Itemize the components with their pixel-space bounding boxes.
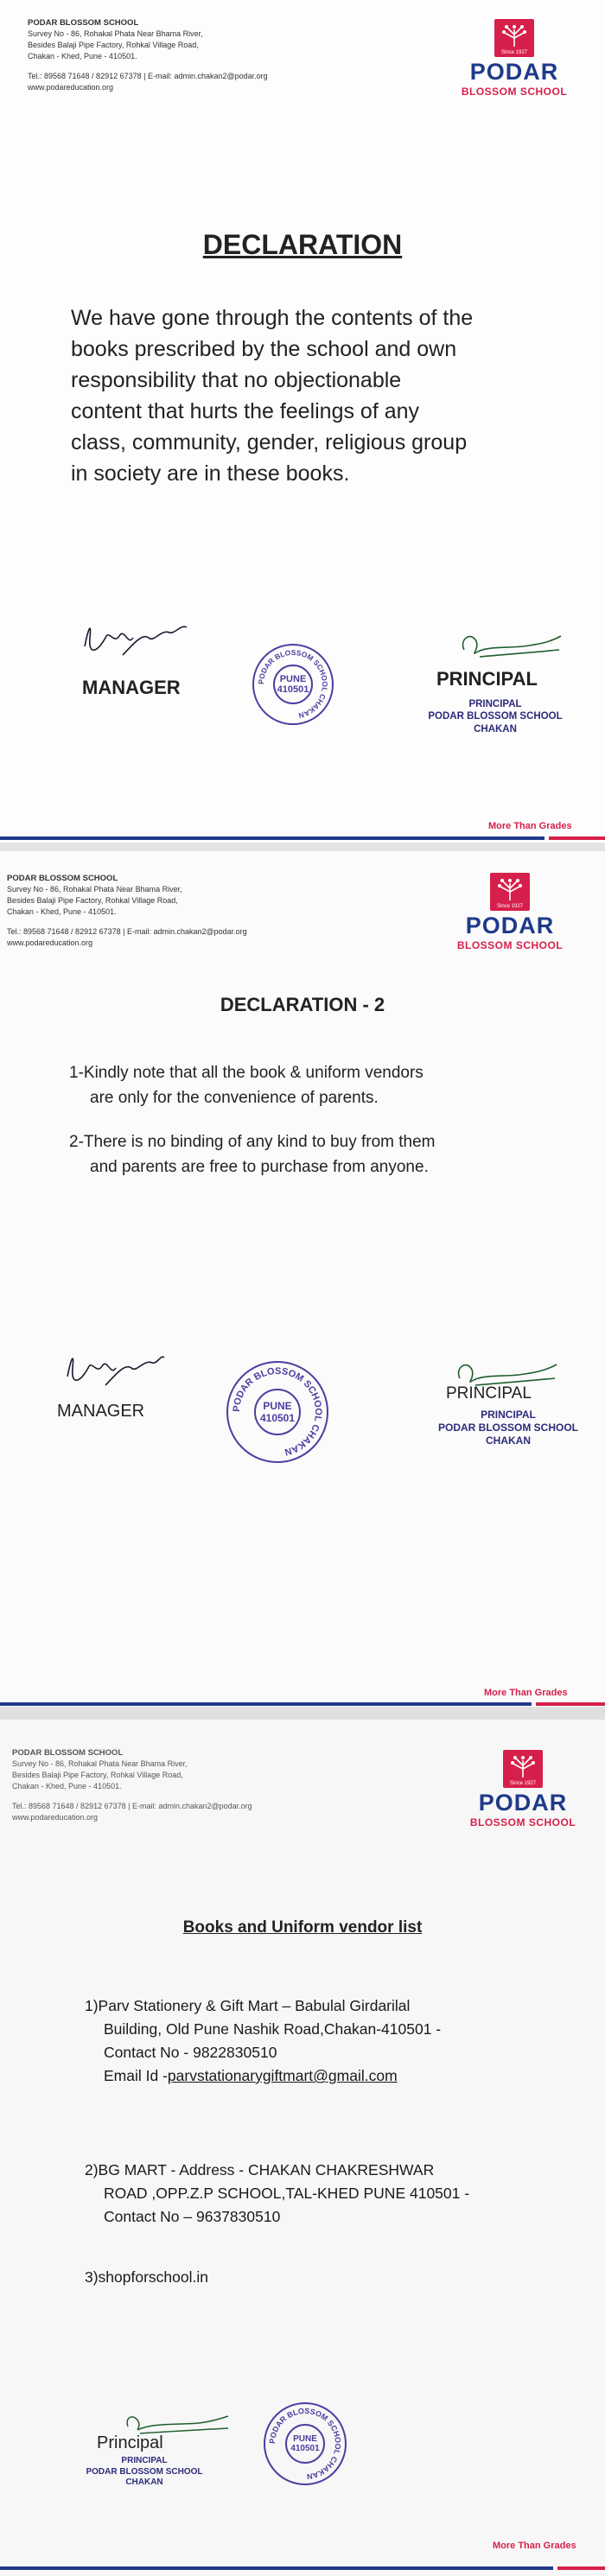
logo-since: Since 1927 [496, 904, 524, 909]
principal-stamp-city: CHAKAN [474, 723, 517, 735]
school-logo [445, 873, 575, 951]
principal-signature [454, 624, 566, 667]
principal-stamp [80, 2456, 209, 2489]
principal-stamp-title: PRINCIPAL [121, 2456, 168, 2465]
vendor-list-page [0, 1720, 605, 2576]
vendor-line: 1)Parv Stationery & Gift Mart – Babulal Girdarilal [85, 1997, 411, 2014]
logo-since: Since 1927 [509, 1781, 537, 1786]
principal-stamp-city: CHAKAN [486, 1434, 531, 1447]
tree-logo-icon [503, 1750, 543, 1788]
school-round-stamp [264, 2402, 347, 2485]
page-title: Books and Uniform vendor list [182, 1918, 423, 1937]
vendor-email-prefix: Email Id - [104, 2067, 168, 2084]
logo-blossom: BLOSSOM SCHOOL [469, 1816, 576, 1829]
school-name: PODAR BLOSSOM SCHOOL [12, 1748, 124, 1758]
page-separator [0, 1707, 605, 1720]
principal-stamp-school: PODAR BLOSSOM SCHOOL [86, 2466, 203, 2477]
page-title: DECLARATION - 2 [220, 994, 385, 1015]
website-link[interactable]: www.podareducation.org [12, 1813, 99, 1822]
website-link[interactable]: www.podareducation.org [28, 83, 114, 92]
principal-label: PRINCIPAL [436, 668, 538, 690]
vendor-website[interactable]: 3)shopforschool.in [85, 2268, 208, 2286]
manager-label: MANAGER [57, 1402, 145, 1421]
page-separator [0, 843, 605, 851]
contact-line: Tel.: 89568 71648 / 82912 67378 | E-mail: admin.chakan2@podar.org [12, 1802, 252, 1810]
logo-podar: PODAR [465, 913, 555, 938]
stamp-ring-text: PODAR BLOSSOM SCHOOL CHAKAN [256, 647, 330, 721]
footer-blue-bar [0, 2566, 553, 2570]
address-line: Chakan - Khed, Pune - 410501. [12, 1782, 122, 1790]
declaration-item-1 [69, 1060, 424, 1110]
declaration-page-1 [0, 0, 605, 843]
vendor-line: 2)BG MART - Address - CHAKAN CHAKRESHWAR [85, 2161, 435, 2178]
principal-stamp [426, 1409, 590, 1447]
address-line: Survey No - 86, Rohakal Phata Near Bhama River, [12, 1759, 188, 1768]
stamp-city: PUNE [263, 1400, 292, 1412]
principal-stamp [422, 698, 569, 735]
footer-tagline: More Than Grades [484, 1688, 568, 1698]
logo-blossom: BLOSSOM SCHOOL [461, 86, 568, 98]
logo-podar: PODAR [469, 59, 559, 85]
contact-line: Tel.: 89568 71648 / 82912 67378 | E-mail: admin.chakan2@podar.org [7, 927, 247, 936]
school-logo [458, 1750, 588, 1829]
website-link[interactable]: www.podareducation.org [7, 938, 93, 947]
principal-label: PRINCIPAL [446, 1384, 532, 1402]
body-line: content that hurts the feelings of any [71, 399, 420, 423]
principal-stamp-school: PODAR BLOSSOM SCHOOL [437, 1422, 578, 1434]
logo-podar: PODAR [478, 1790, 568, 1816]
contact-line: Tel.: 89568 71648 / 82912 67378 | E-mail: admin.chakan2@podar.org [28, 72, 268, 80]
vendor-line: Building, Old Pune Nashik Road,Chakan-410501 - [104, 2020, 442, 2038]
school-address-block [7, 873, 247, 949]
manager-signature [80, 612, 192, 672]
body-line: books prescribed by the school and own [71, 337, 457, 361]
tree-logo-icon [490, 873, 530, 911]
stamp-pin: 410501 [259, 1412, 296, 1424]
vendor-line: Contact No - 9822830510 [104, 2044, 277, 2061]
address-line: Besides Balaji Pipe Factory, Rohkal Village Road, [12, 1771, 183, 1779]
body-line: class, community, gender, religious group [71, 430, 468, 455]
item-line: and parents are free to purchase from anyone. [90, 1158, 429, 1176]
principal-stamp-title: PRINCIPAL [481, 1409, 536, 1421]
body-line: in society are in these books. [71, 461, 350, 486]
declaration-body [71, 302, 473, 489]
school-name: PODAR BLOSSOM SCHOOL [7, 874, 118, 883]
address-line: Chakan - Khed, Pune - 410501. [7, 907, 117, 916]
vendor-email-link[interactable]: parvstationarygiftmart@gmail.com [167, 2067, 398, 2084]
declaration-item-2 [69, 1129, 436, 1180]
body-line: responsibility that no objectionable [71, 368, 402, 392]
address-line: Survey No - 86, Rohakal Phata Near Bhama River, [7, 885, 182, 894]
manager-label: MANAGER [82, 677, 181, 698]
principal-stamp-city: CHAKAN [125, 2477, 163, 2487]
address-line: Chakan - Khed, Pune - 410501. [28, 52, 137, 60]
principal-label: Principal [97, 2433, 163, 2452]
footer-red-bar [549, 836, 605, 840]
logo-since: Since 1927 [500, 50, 528, 55]
stamp-pin: 410501 [290, 2444, 320, 2453]
address-line: Besides Balaji Pipe Factory, Rohkal Village Road, [7, 896, 178, 905]
footer-blue-bar [0, 1702, 532, 1706]
footer-tagline: More Than Grades [493, 2541, 576, 2551]
vendor-2 [85, 2159, 469, 2229]
tree-logo-icon [494, 19, 534, 57]
logo-blossom: BLOSSOM SCHOOL [456, 939, 564, 951]
footer-tagline: More Than Grades [488, 821, 572, 831]
stamp-city: PUNE [279, 674, 307, 684]
stamp-pin: 410501 [277, 684, 309, 695]
principal-stamp-title: PRINCIPAL [468, 699, 522, 709]
vendor-line: ROAD ,OPP.Z.P SCHOOL,TAL-KHED PUNE 410501 - [104, 2185, 470, 2202]
footer-red-bar [557, 2566, 605, 2570]
vendor-1 [85, 1994, 441, 2088]
school-address-block [12, 1747, 252, 1823]
item-line: 2-There is no binding of any kind to buy from them [69, 1133, 436, 1151]
vendor-3 [85, 2266, 208, 2289]
address-line: Survey No - 86, Rohakal Phata Near Bhama River, [28, 29, 203, 38]
page-title: DECLARATION [202, 229, 403, 260]
school-round-stamp [226, 1361, 328, 1463]
footer-red-bar [536, 1702, 605, 1706]
school-name: PODAR BLOSSOM SCHOOL [28, 18, 139, 28]
body-line: We have gone through the contents of the [71, 306, 474, 330]
school-round-stamp [252, 644, 334, 725]
principal-stamp-school: PODAR BLOSSOM SCHOOL [428, 711, 563, 722]
stamp-ring-text: PODAR BLOSSOM SCHOOL CHAKAN [267, 2406, 343, 2482]
school-address-block [28, 17, 268, 93]
address-line: Besides Balaji Pipe Factory, Rohkal Village Road, [28, 41, 199, 49]
stamp-city: PUNE [293, 2434, 317, 2444]
footer-blue-bar [0, 836, 544, 840]
item-line: 1-Kindly note that all the book & uniform vendors [69, 1064, 424, 1082]
item-line: are only for the convenience of parents. [90, 1089, 379, 1107]
declaration-page-2 [0, 851, 605, 1707]
school-logo [449, 19, 579, 98]
manager-signature [62, 1342, 166, 1402]
vendor-line: Contact No – 9637830510 [104, 2208, 281, 2225]
stamp-ring-text: PODAR BLOSSOM SCHOOL CHAKAN [231, 1365, 324, 1458]
